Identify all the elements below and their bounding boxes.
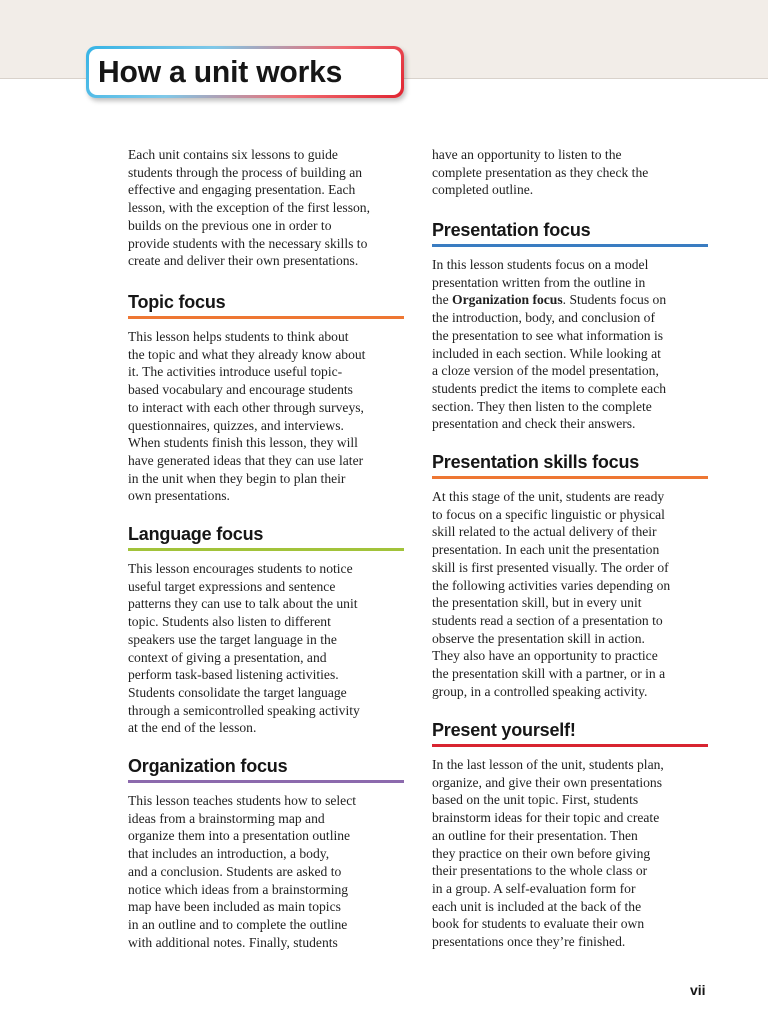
- page-number: vii: [690, 982, 706, 998]
- text-line: organize, and give their own presentations: [432, 774, 663, 790]
- presentation-focus-paragraph: [432, 256, 708, 433]
- text-fragment: . Students focus on: [562, 292, 667, 308]
- language-focus-rule: [128, 548, 404, 551]
- text-line: map have been included as main topics: [128, 899, 341, 915]
- text-line: in an outline and to complete the outline: [128, 916, 348, 932]
- text-line: Students consolidate the target language: [128, 684, 347, 700]
- text-line: in the unit when they begin to plan their: [128, 470, 346, 486]
- text-line: based on the unit topic. First, students: [432, 792, 639, 808]
- organization-focus-continued: [432, 146, 708, 199]
- text-line: speakers use the target language in the: [128, 631, 337, 647]
- text-line: In the last lesson of the unit, students plan,: [432, 757, 664, 772]
- text-line: brainstorm ideas for their topic and create: [432, 810, 660, 826]
- text-line: included in each section. While looking at: [432, 345, 661, 361]
- text-line: the following activities varies depending on: [432, 577, 671, 593]
- topic-focus-section: [128, 292, 404, 505]
- text-line: They also have an opportunity to practice: [432, 648, 658, 664]
- language-focus-section: [128, 524, 404, 737]
- presentation-skills-focus-heading: Presentation skills focus: [432, 452, 640, 472]
- text-line: the introduction, body, and conclusion of: [432, 310, 655, 326]
- organization-focus-continued-paragraph: [432, 146, 708, 199]
- language-focus-paragraph: [128, 560, 404, 737]
- text-line: skill related to the actual delivery of their: [432, 524, 657, 540]
- text-line: presentations once they’re finished.: [432, 934, 626, 950]
- text-line: the presentation skill with a partner, or in a: [432, 666, 666, 682]
- text-line: students through the process of building an: [128, 164, 363, 180]
- presentation-focus-rule: [432, 244, 708, 247]
- organization-focus-rule: [128, 780, 404, 783]
- text-line: group, in a controlled speaking activity.: [432, 683, 648, 699]
- text-line: to interact with each other through surveys,: [128, 399, 364, 415]
- text-line: it. The activities introduce useful topic-: [128, 364, 343, 380]
- title-frame: [86, 46, 404, 98]
- text-line: presentation and check their answers.: [432, 416, 636, 432]
- organization-focus-heading: Organization focus: [128, 756, 288, 776]
- text-line: students predict the items to complete each: [432, 380, 667, 396]
- text-line: This lesson encourages students to notice: [128, 561, 353, 576]
- text-line: When students finish this lesson, they will: [128, 435, 358, 451]
- language-focus-heading: Language focus: [128, 524, 264, 544]
- topic-focus-paragraph: [128, 328, 404, 505]
- text-line: to focus on a specific linguistic or physical: [432, 506, 665, 522]
- text-line: students read a section of a presentation to: [432, 612, 663, 628]
- text-line: own presentations.: [128, 488, 230, 504]
- text-line: [432, 291, 708, 309]
- present-yourself-rule: [432, 744, 708, 747]
- present-yourself-section: [432, 720, 708, 951]
- page-title: How a unit works: [98, 54, 343, 89]
- topic-focus-heading: Topic focus: [128, 292, 226, 312]
- intro-paragraph: [128, 146, 404, 270]
- text-line: and a conclusion. Students are asked to: [128, 863, 342, 879]
- text-line: presentation. In each unit the presentation: [432, 542, 660, 558]
- text-line: that includes an introduction, a body,: [128, 846, 330, 862]
- text-line: At this stage of the unit, students are ready: [432, 489, 665, 504]
- text-line: the presentation to see what information is: [432, 327, 664, 343]
- presentation-skills-focus-section: [432, 452, 708, 700]
- text-line: organize them into a presentation outline: [128, 828, 351, 844]
- text-line: Each unit contains six lessons to guide: [128, 147, 338, 162]
- organization-focus-paragraph: [128, 792, 404, 951]
- text-line: ideas from a brainstorming map and: [128, 810, 325, 826]
- text-line: a cloze version of the model presentation,: [432, 363, 659, 379]
- present-yourself-paragraph: [432, 756, 708, 951]
- text-line: through a semicontrolled speaking activity: [128, 702, 360, 718]
- section-reference: Organization focus: [452, 292, 563, 308]
- text-line: each unit is included at the back of the: [432, 898, 642, 914]
- text-line: book for students to evaluate their own: [432, 916, 645, 932]
- text-line: an outline for their presentation. Then: [432, 827, 638, 843]
- text-line: presentation written from the outline in: [432, 274, 646, 290]
- text-line: at the end of the lesson.: [128, 720, 257, 736]
- title-inner: [89, 49, 401, 95]
- organization-focus-section: [128, 756, 404, 951]
- text-line: completed outline.: [432, 182, 534, 198]
- text-line: topic. Students also listen to different: [128, 614, 331, 630]
- intro-section: [128, 146, 404, 270]
- text-line: with additional notes. Finally, students: [128, 934, 338, 950]
- text-line: create and deliver their own presentations.: [128, 253, 359, 269]
- presentation-focus-section: [432, 220, 708, 433]
- text-line: the topic and what they already know about: [128, 346, 366, 362]
- text-line: effective and engaging presentation. Each: [128, 182, 356, 198]
- presentation-focus-heading: Presentation focus: [432, 220, 591, 240]
- presentation-skills-focus-paragraph: [432, 488, 708, 700]
- topic-focus-rule: [128, 316, 404, 319]
- text-line: perform task-based listening activities.: [128, 667, 339, 683]
- text-line: have an opportunity to listen to the: [432, 147, 622, 162]
- text-line: provide students with the necessary skills to: [128, 235, 368, 251]
- text-line: This lesson helps students to think about: [128, 329, 349, 344]
- text-line: skill is first presented visually. The order of: [432, 559, 669, 575]
- text-line: useful target expressions and sentence: [128, 578, 336, 594]
- text-line: patterns they can use to talk about the unit: [128, 596, 358, 612]
- text-line: This lesson teaches students how to select: [128, 793, 357, 808]
- text-line: they practice on their own before giving: [432, 845, 651, 861]
- text-line: have generated ideas that they can use later: [128, 452, 364, 468]
- text-fragment: the: [432, 292, 453, 308]
- text-line: the presentation skill, but in every unit: [432, 595, 642, 611]
- text-line: builds on the previous one in order to: [128, 217, 332, 233]
- text-line: based vocabulary and encourage students: [128, 382, 353, 398]
- text-line: observe the presentation skill in action.: [432, 630, 645, 646]
- text-line: section. They then listen to the complete: [432, 398, 652, 414]
- text-line: context of giving a presentation, and: [128, 649, 327, 665]
- text-line: complete presentation as they check the: [432, 164, 649, 180]
- present-yourself-heading: Present yourself!: [432, 720, 576, 740]
- text-line: their presentations to the whole class or: [432, 863, 648, 879]
- presentation-skills-focus-rule: [432, 476, 708, 479]
- text-line: lesson, with the exception of the first lesson,: [128, 200, 370, 216]
- text-line: In this lesson students focus on a model: [432, 257, 649, 272]
- text-line: questionnaires, quizzes, and interviews.: [128, 417, 344, 433]
- text-line: notice which ideas from a brainstorming: [128, 881, 349, 897]
- text-line: in a group. A self-evaluation form for: [432, 880, 636, 896]
